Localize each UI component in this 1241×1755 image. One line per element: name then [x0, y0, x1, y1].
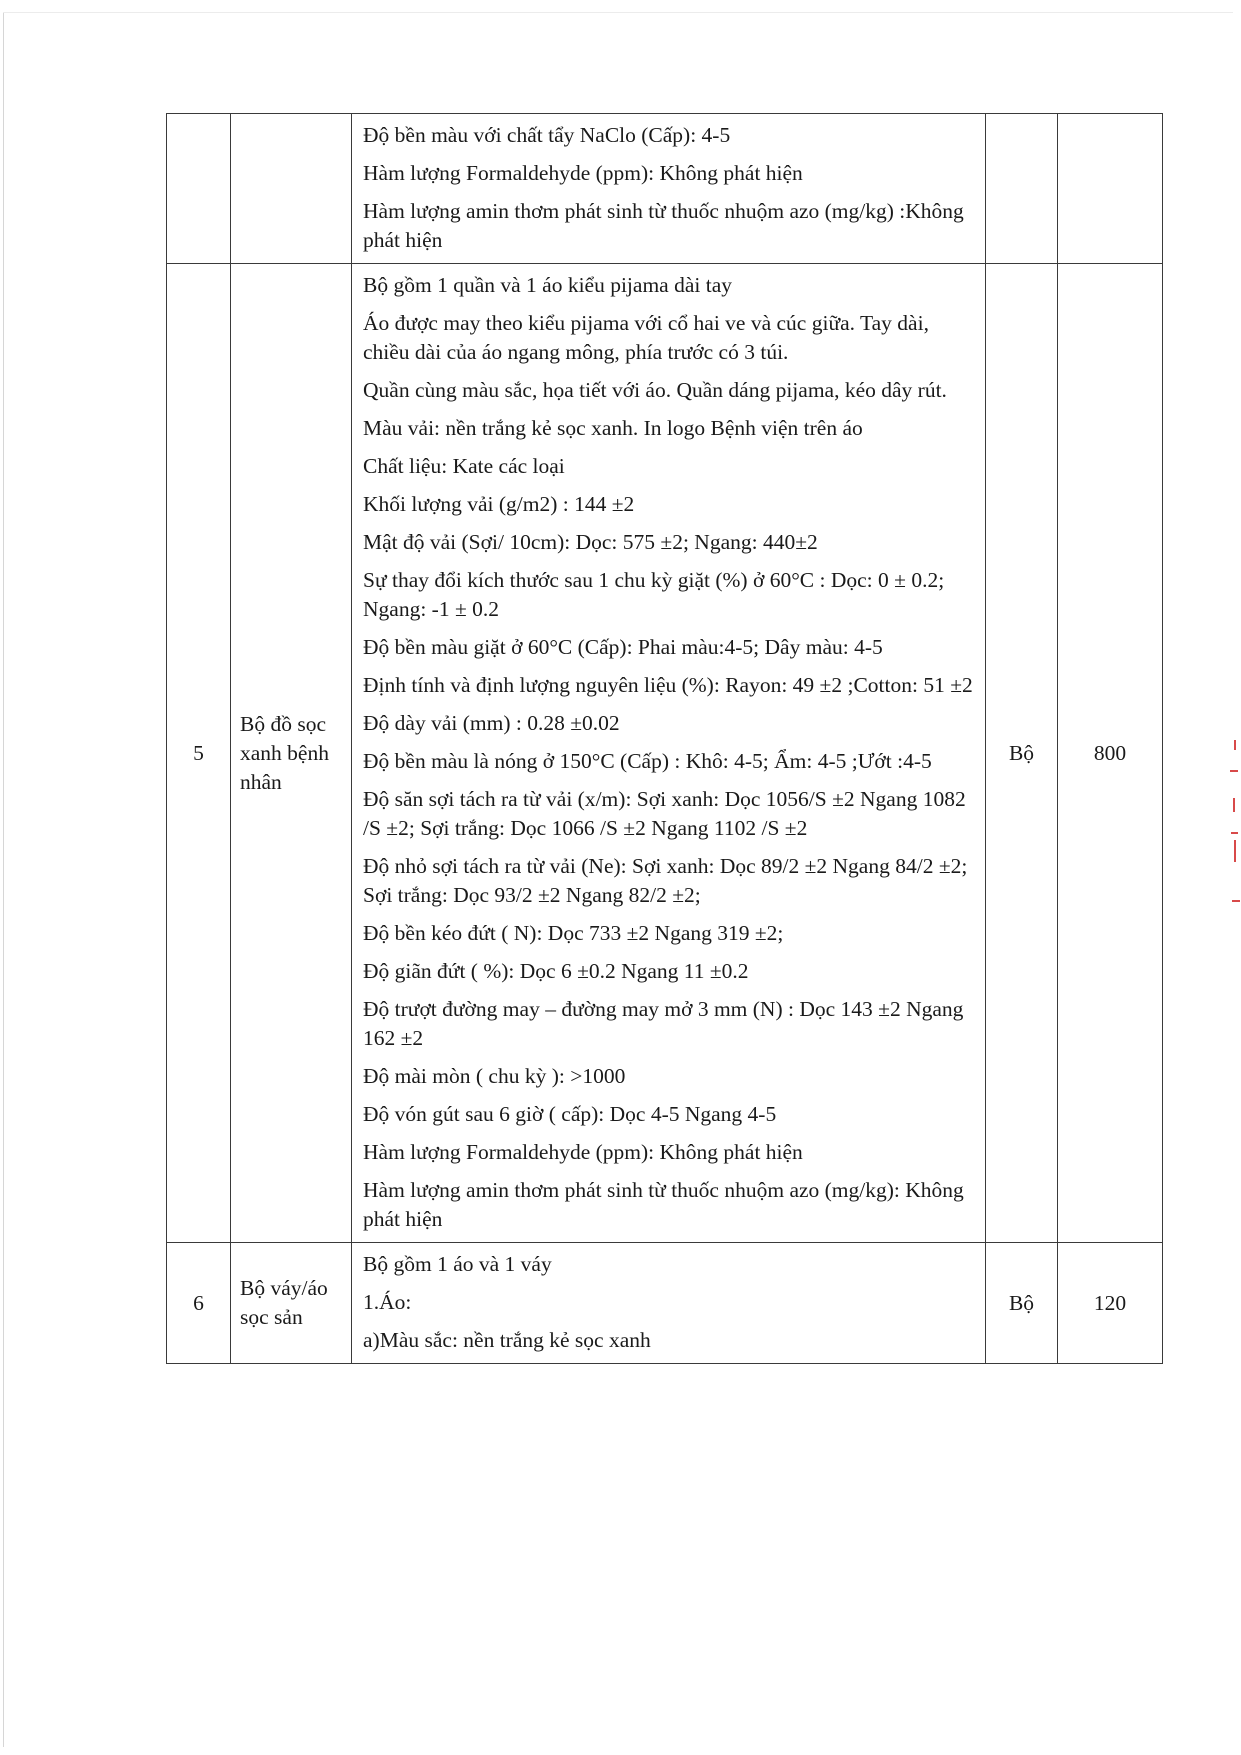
spec-line: Hàm lượng amin thơm phát sinh từ thuốc nhuộm azo (mg/kg) :Không phát hiện: [363, 199, 964, 252]
item-specification: [352, 114, 986, 264]
table-row: [167, 264, 1163, 1243]
item-quantity: [1058, 114, 1163, 264]
spec-line: Định tính và định lượng nguyên liệu (%): Rayon: 49 ±2 ;Cotton: 51 ±2: [363, 673, 973, 697]
spec-line: Quần cùng màu sắc, họa tiết với áo. Quần dáng pijama, kéo dây rút.: [363, 378, 947, 402]
spec-line: Hàm lượng Formaldehyde (ppm): Không phát hiện: [363, 1140, 803, 1164]
spec-line: Sự thay đổi kích thước sau 1 chu kỳ giặt (%) ở 60°C : Dọc: 0 ± 0.2; Ngang: -1 ± 0.2: [363, 568, 945, 621]
spec-line: 1.Áo:: [363, 1290, 412, 1314]
item-name: [231, 114, 352, 264]
spec-line: Khối lượng vải (g/m2) : 144 ±2: [363, 492, 635, 516]
spec-line: Mật độ vải (Sợi/ 10cm): Dọc: 575 ±2; Ngang: 440±2: [363, 530, 818, 554]
row-number: 5: [167, 264, 231, 1243]
spec-line: a)Màu sắc: nền trắng kẻ sọc xanh: [363, 1328, 651, 1352]
spec-line: Độ bền kéo đứt ( N): Dọc 733 ±2 Ngang 319 ±2;: [363, 921, 784, 945]
table-row: [167, 1243, 1163, 1364]
item-name: Bộ đồ sọc xanh bệnh nhân: [231, 264, 352, 1243]
stamp-edge-mark: [1228, 740, 1240, 910]
item-quantity: 120: [1058, 1243, 1163, 1364]
spec-line: Chất liệu: Kate các loại: [363, 454, 565, 478]
spec-line: Hàm lượng Formaldehyde (ppm): Không phát hiện: [363, 161, 803, 185]
row-number: [167, 114, 231, 264]
spec-line: Độ trượt đường may – đường may mở 3 mm (N) : Dọc 143 ±2 Ngang 162 ±2: [363, 997, 964, 1050]
item-specification: [352, 264, 986, 1243]
spec-line: Màu vải: nền trắng kẻ sọc xanh. In logo Bệnh viện trên áo: [363, 416, 863, 440]
spec-line: Độ giãn đứt ( %): Dọc 6 ±0.2 Ngang 11 ±0.2: [363, 959, 749, 983]
spec-line: Độ bền màu là nóng ở 150°C (Cấp) : Khô: 4-5; Ẩm: 4-5 ;Ướt :4-5: [363, 749, 932, 773]
spec-line: Độ nhỏ sợi tách ra từ vải (Ne): Sợi xanh: Dọc 89/2 ±2 Ngang 84/2 ±2; Sợi trắng: Dọc 93/2 ±2 Ngang 82/2 ±2;: [363, 854, 968, 907]
spec-line: Độ vón gút sau 6 giờ ( cấp): Dọc 4-5 Ngang 4-5: [363, 1102, 777, 1126]
item-quantity: 800: [1058, 264, 1163, 1243]
spec-line: Độ dày vải (mm) : 0.28 ±0.02: [363, 711, 620, 735]
specification-table: [166, 113, 1163, 1364]
spec-line: Bộ gồm 1 quần và 1 áo kiểu pijama dài tay: [363, 273, 732, 297]
page-border-left: [3, 12, 4, 1747]
page-border-top: [3, 12, 1233, 13]
item-specification: [352, 1243, 986, 1364]
spec-line: Độ bền màu với chất tẩy NaClo (Cấp): 4-5: [363, 123, 731, 147]
spec-line: Áo được may theo kiểu pijama với cổ hai ve và cúc giữa. Tay dài, chiều dài của áo ngang mông, phía trước có 3 túi.: [363, 311, 929, 364]
spec-line: Hàm lượng amin thơm phát sinh từ thuốc nhuộm azo (mg/kg): Không phát hiện: [363, 1178, 964, 1231]
item-unit: Bộ: [986, 264, 1058, 1243]
table-row: [167, 114, 1163, 264]
item-unit: Bộ: [986, 1243, 1058, 1364]
spec-line: Độ mài mòn ( chu kỳ ): >1000: [363, 1064, 626, 1088]
spec-line: Bộ gồm 1 áo và 1 váy: [363, 1252, 552, 1276]
item-name: Bộ váy/áo sọc sản: [231, 1243, 352, 1364]
spec-line: Độ săn sợi tách ra từ vải (x/m): Sợi xanh: Dọc 1056/S ±2 Ngang 1082 /S ±2; Sợi trắng: Dọc 1066 /S ±2 Ngang 1102 /S ±2: [363, 787, 966, 840]
spec-line: Độ bền màu giặt ở 60°C (Cấp): Phai màu:4-5; Dây màu: 4-5: [363, 635, 883, 659]
row-number: 6: [167, 1243, 231, 1364]
item-unit: [986, 114, 1058, 264]
